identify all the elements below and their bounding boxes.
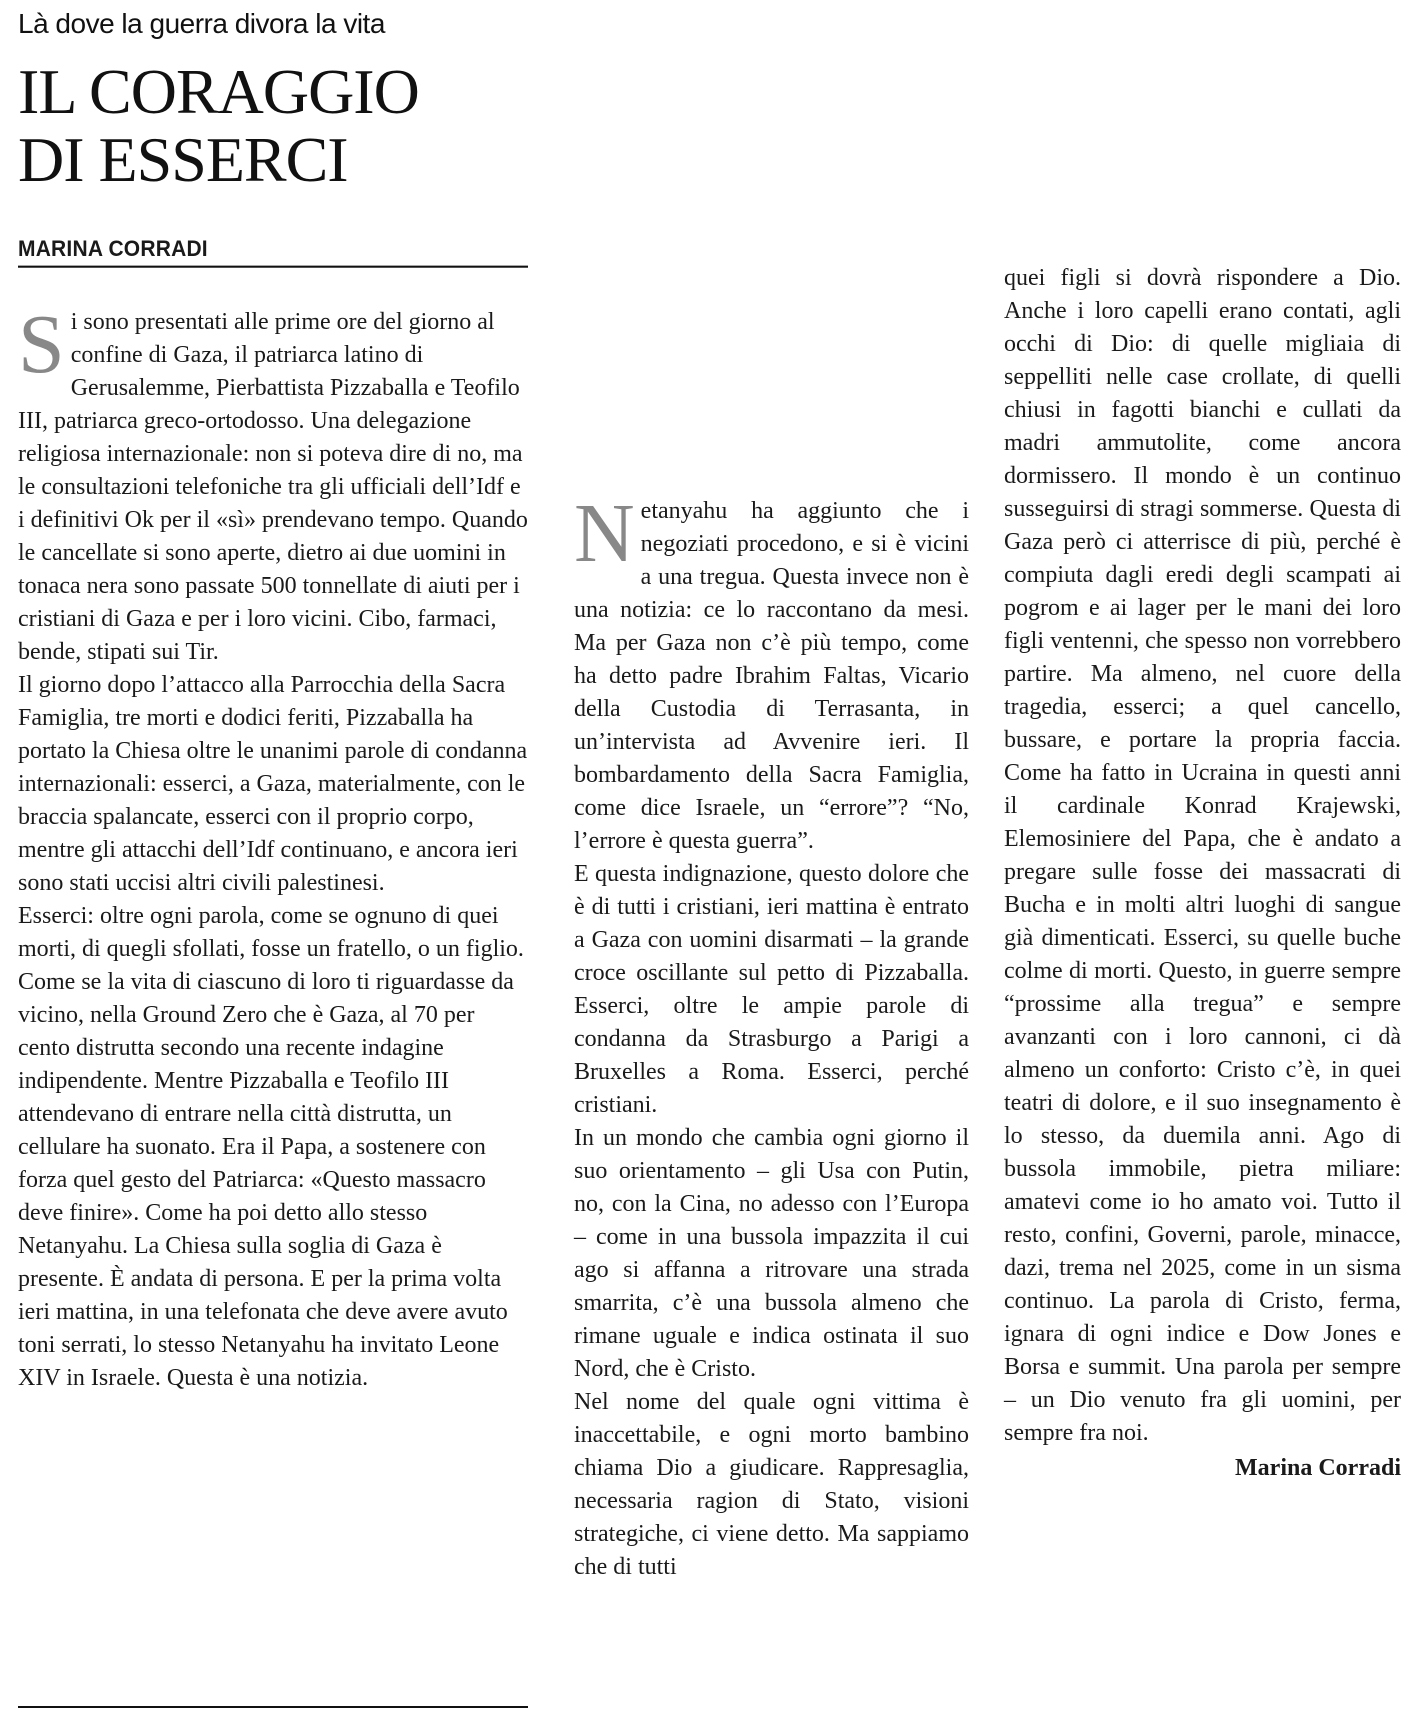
byline: MARINA CORRADI: [18, 237, 528, 267]
paragraph: Nel nome del quale ogni vittima è inaccettabile, e ogni morto bambino chiama Dio a giudicare. Rappresaglia, necessaria ragion di Stato, visioni strategiche, ci viene detto. Ma sappiamo che di tutti: [574, 1389, 969, 1580]
paragraph: [574, 487, 969, 858]
paragraph: E questa indignazione, questo dolore che è di tutti i cristiani, ieri mattina è entrato a Gaza con uomini disarmati – la grande croce oscillante sul petto di Pizzaballa. Esserci, oltre le ampie parole di condanna da Strasburgo a Parigi a Bruxelles a Roma. Esserci, perché cristiani.: [574, 861, 969, 1118]
paragraph: In un mondo che cambia ogni giorno il suo orientamento – gli Usa con Putin, no, con la Cina, no adesso con l’Europa – come in una bussola impazzita il cui ago si affanna a ritrovare una strada smarrita, c’è una bussola almeno che rimane uguale e indica ostinata il suo Nord, che è Cristo.: [574, 1125, 969, 1382]
kicker: Là dove la guerra divora la vita: [18, 8, 385, 39]
article-column-2: [574, 487, 969, 1584]
paragraph: quei figli si dovrà rispondere a Dio. Anche i loro capelli erano contati, agli occhi di Dio: di quelle migliaia di seppelliti nelle case crollate, di quelli chiusi in fagotti bianchi e cullati da madri ammutolite, come ancora dormissero. Il mondo è un continuo susseguirsi di stragi sommerse. Questa di Gaza però ci atterrisce di più, perché è compiuta dagli eredi degli scampati ai pogrom e ai lager per le mani dei loro figli ventenni, che spesso non vorrebbero partire. Ma almeno, nel cuore della tragedia, esserci; a quel cancello, bussare, e portare la propria faccia. Come ha fatto in Ucraina in questi anni il cardinale Konrad Krajewski, Elemosiniere del Papa, che è andato a pregare sulle fosse dei massacrati di Bucha e in molti altri luoghi di sangue già dimenticati. Esserci, su quelle buche colme di morti. Questo, in guerre sempre “prossime alla tregua” e sempre avanzanti con i loro cannoni, ci dà almeno un conforto: Cristo c’è, in quei teatri di dolore, e il suo insegnamento è lo stesso, da duemila anni. Ago di bussola immobile, pietra miliare: amatevi come io ho amato voi. Tutto il resto, confini, Governi, parole, minacce, dazi, trema nel 2025, come in un sisma continuo. La parola di Cristo, ferma, ignara di ogni indice e Dow Jones e Borsa e summit. Una parola per sempre – un Dio venuto fra gli uomini, per sempre fra noi.: [1004, 265, 1401, 1446]
signature: Marina Corradi: [1235, 1455, 1401, 1481]
paragraph: Il giorno dopo l’attacco alla Parrocchia della Sacra Famiglia, tre morti e dodici feriti, Pizzaballa ha portato la Chiesa oltre le unanimi parole di condanna internazionali: esserci, a Gaza, materialmente, con le braccia spalancate, esserci con il proprio corpo, mentre gli attacchi dell’Idf continuano, e ancora ieri sono stati uccisi altri civili palestinesi.: [18, 672, 528, 896]
headline: [18, 58, 578, 194]
article-column-1: [18, 298, 528, 1395]
paragraph: Esserci: oltre ogni parola, come se ognuno di quei morti, di quegli sfollati, fosse un fratello, o un figlio. Come se la vita di ciascuno di loro ti riguardasse da vicino, nella Ground Zero che è Gaza, al 70 per cento distrutta secondo una recente indagine indipendente. Mentre Pizzaballa e Teofilo III attendevano di entrare nella città distrutta, un cellulare ha suonato. Era il Papa, a sostenere con forza quel gesto del Patriarca: «Questo massacro deve finire». Come ha poi detto allo stesso Netanyahu. La Chiesa sulla soglia di Gaza è presente. È andata di persona. E per la prima volta ieri mattina, in una telefonata che deve avere avuto toni serrati, lo stesso Netanyahu ha invitato Leone XIV in Israele. Questa è una notizia.: [18, 903, 524, 1391]
paragraph-text: etanyahu ha aggiunto che i negoziati procedono, e si è vicini a una tregua. Questa invece non è una notizia: ce lo raccontano da mesi. Ma per Gaza non c’è più tempo, come ha detto padre Ibrahim Faltas, Vicario della Custodia di Terrasanta, in un’intervista ad Avvenire ieri. Il bombardamento della Sacra Famiglia, come dice Israele, un “errore”? “No, l’errore è questa guerra”.: [574, 498, 969, 854]
paragraph: [18, 298, 528, 669]
paragraph-text: i sono presentati alle prime ore del giorno al confine di Gaza, il patriarca latino di Gerusalemme, Pierbattista Pizzaballa e Teofilo III, patriarca greco-ortodosso. Una delegazione religiosa internazionale: non si poteva dire di no, ma le consultazioni telefoniche tra gli ufficiali dell’Idf e i definitivi Ok per il «sì» prendevano tempo. Quando le cancellate si sono aperte, dietro ai due uomini in tonaca nera sono passate 500 tonnellate di aiuti per i cristiani di Gaza e per i loro vicini. Cibo, farmaci, bende, stipati sui Tir.: [18, 309, 528, 665]
headline-line-1: IL CORAGGIO: [18, 56, 419, 127]
article-column-3: [1004, 262, 1401, 1485]
bottom-rule: [18, 1706, 528, 1708]
headline-line-2: DI ESSERCI: [18, 124, 348, 195]
dropcap: S: [18, 298, 65, 391]
dropcap: N: [574, 487, 635, 580]
